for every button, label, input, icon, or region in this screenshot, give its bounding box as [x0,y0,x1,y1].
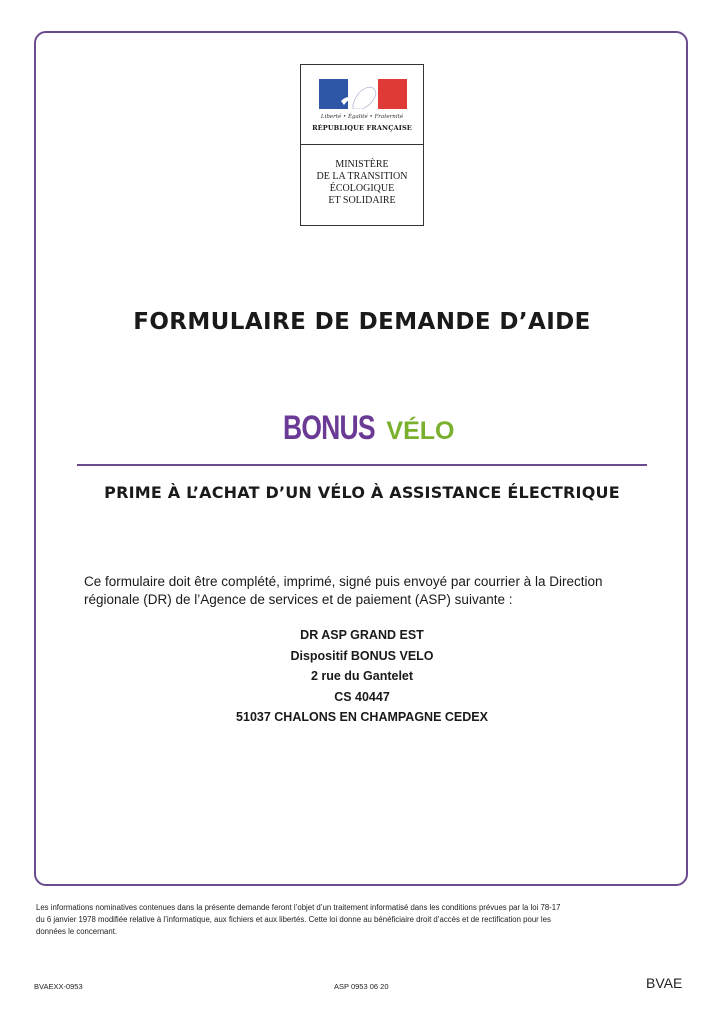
privacy-notice-line: du 6 janvier 1978 modifiée relative à l’informatique, aux fichiers et aux libertés. Cette loi donne au bénéficiaire droit d’accès et de rectification pour les [36,915,551,924]
form-type-code: BVAE [646,975,683,991]
address-line: Dispositif BONUS VELO [290,648,434,663]
privacy-notice [36,902,696,938]
mailing-address [0,625,724,728]
asp-reference-code: ASP 0953 06 20 [334,982,389,991]
privacy-notice-line: données le concernant. [36,927,118,936]
address-line: 2 rue du Gantelet [310,669,414,683]
marianne-flag-icon [319,79,407,109]
republic-name: RÉPUBLIQUE FRANÇAISE [312,124,412,132]
ministry-line: MINISTÈRE [335,159,389,170]
divider [77,464,647,466]
instructions-line: Ce formulaire doit être complété, imprimé, signé puis envoyé par courrier à la Direction [84,574,603,589]
instructions-paragraph [84,573,654,609]
bonus-word: BONUS [282,409,375,447]
ministry-line: ET SOLIDAIRE [328,195,396,206]
form-title: FORMULAIRE DE DEMANDE D’AIDE [133,309,591,335]
address-line: 51037 CHALONS EN CHAMPAGNE CEDEX [236,710,488,724]
bonus-velo-logo [0,409,724,448]
address-line: CS 40447 [334,689,390,704]
address-line: DR ASP GRAND EST [300,628,424,642]
ministry-name [301,159,423,207]
privacy-notice-line: Les informations nominatives contenues dans la présente demande feront l’objet d’un traitement informatisé dans les conditions prévues par la loi 78-17 [36,903,561,912]
republic-logo-block [301,65,423,145]
government-logo [300,64,424,226]
motto-text: Liberté • Égalité • Fraternité [320,114,404,120]
velo-word: VÉLO [386,417,455,445]
form-reference-code: BVAEXX-0953 [34,982,83,991]
instructions-line: régionale (DR) de l’Agence de services et de paiement (ASP) suivante : [84,592,513,607]
form-subtitle: PRIME À L’ACHAT D’UN VÉLO À ASSISTANCE ÉLECTRIQUE [104,483,620,502]
ministry-line: DE LA TRANSITION [316,171,408,182]
ministry-line: ÉCOLOGIQUE [329,183,395,194]
